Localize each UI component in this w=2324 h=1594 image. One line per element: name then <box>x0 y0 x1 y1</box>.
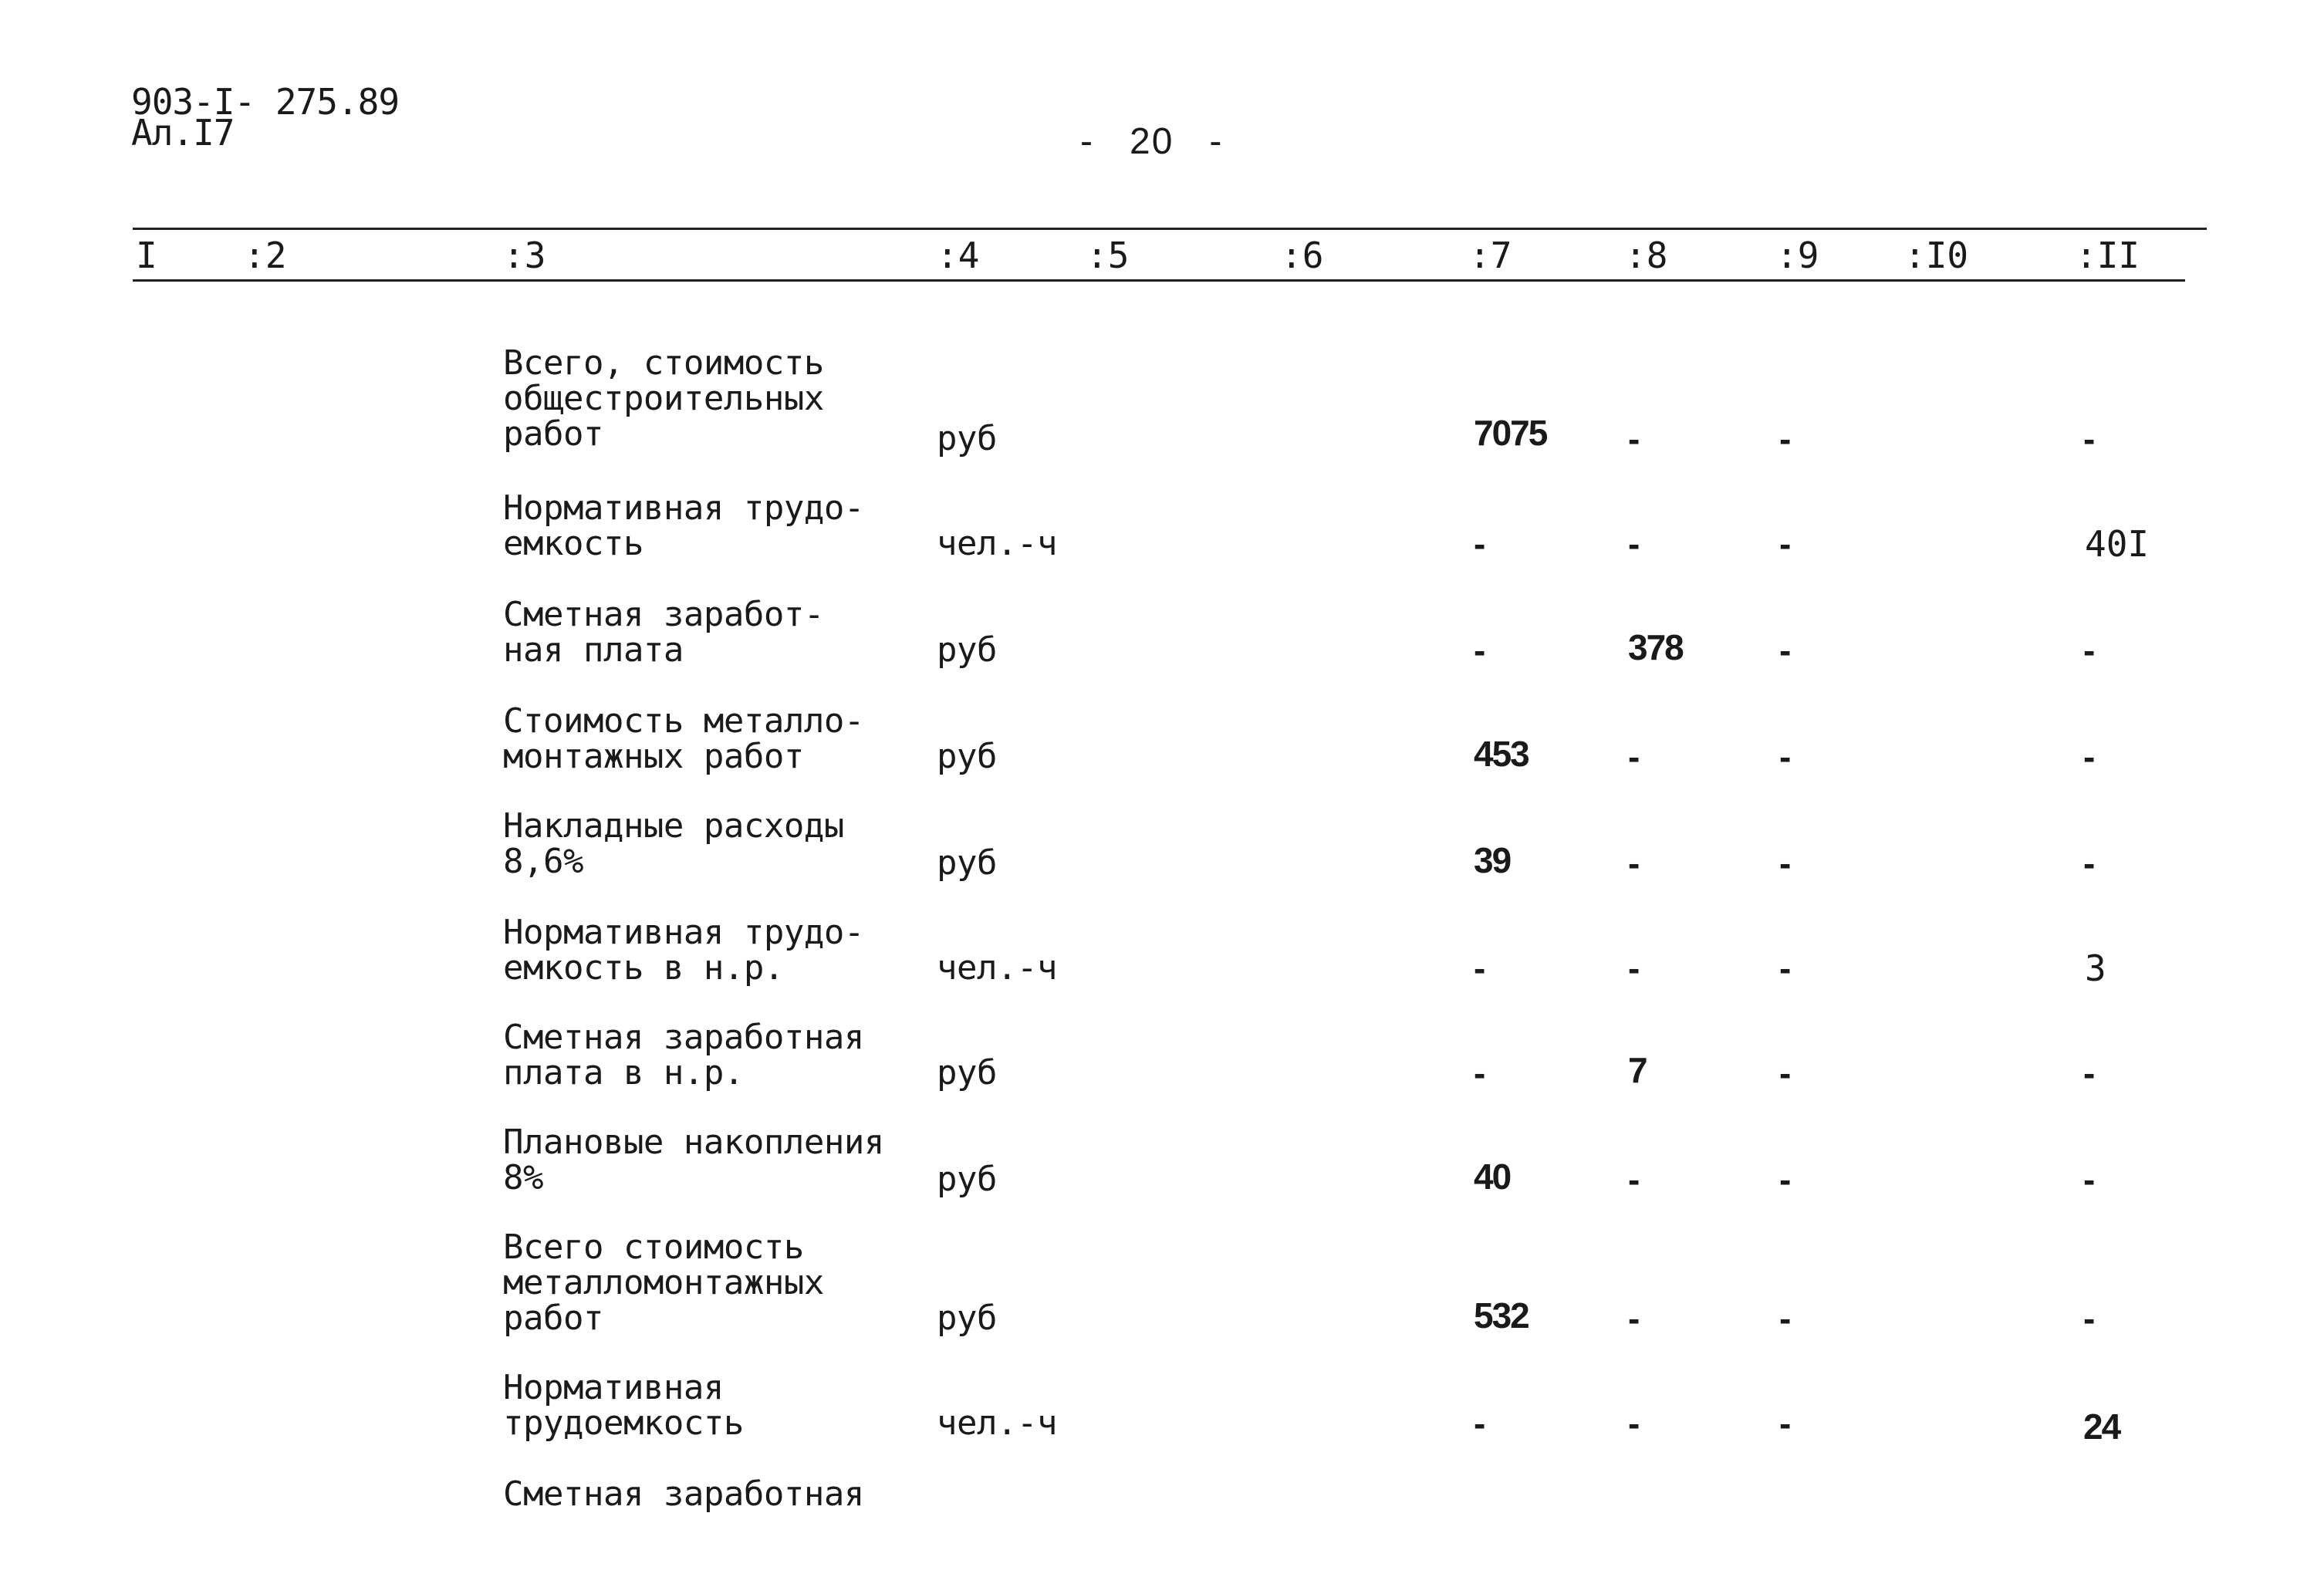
cell-col8: - <box>1628 843 1639 883</box>
cell-col7: - <box>1474 1053 1485 1093</box>
document-code-line2: Ал.I7 <box>131 112 235 154</box>
row-description: Плановые накопления 8% <box>503 1123 884 1197</box>
cell-col8: - <box>1628 1403 1639 1444</box>
row-description: Сметная заработная плата в н.р. <box>503 1018 864 1092</box>
page-number: - 20 - <box>1080 121 1224 162</box>
cell-col9: - <box>1779 1403 1790 1444</box>
row-unit: руб <box>937 1053 997 1092</box>
cell-col9: - <box>1779 1160 1790 1200</box>
row-unit: руб <box>937 843 997 883</box>
column-header-9: :9 <box>1776 235 1819 276</box>
cell-col7: - <box>1474 630 1485 670</box>
row-unit: чел.-ч <box>937 948 1057 988</box>
cell-col11: - <box>2083 419 2094 459</box>
cell-col7: - <box>1474 1403 1485 1444</box>
column-header-5: :5 <box>1086 235 1130 276</box>
row-unit: руб <box>937 1160 997 1199</box>
cell-col8: - <box>1628 1299 1639 1339</box>
column-header-11: :II <box>2076 235 2140 276</box>
row-description: Стоимость металло- монтажных работ <box>503 701 864 776</box>
cell-col9: - <box>1779 524 1790 564</box>
row-description: Нормативная трудо- емкость <box>503 488 864 563</box>
row-description: Всего, стоимость общестроительных работ <box>503 343 824 454</box>
row-description: Сметная заработ- ная плата <box>503 595 824 670</box>
cell-col8: - <box>1628 948 1639 988</box>
row-description: Накладные расходы 8,6% <box>503 806 844 881</box>
document-code-line1: 903-I- 275.89 <box>131 81 400 123</box>
cell-col8: - <box>1628 524 1639 564</box>
cell-col11: - <box>2083 843 2094 883</box>
cell-col8: - <box>1628 737 1639 777</box>
column-header-7: :7 <box>1469 235 1512 276</box>
cell-col7: 40 <box>1474 1157 1511 1197</box>
row-description: Всего стоимость металломонтажных работ <box>503 1228 824 1338</box>
cell-col9: - <box>1779 843 1790 883</box>
column-header-3: :3 <box>503 235 546 276</box>
cell-col7: 7075 <box>1474 413 1547 453</box>
row-unit: руб <box>937 1299 997 1338</box>
cell-col9: - <box>1779 948 1790 988</box>
cell-col9: - <box>1779 1053 1790 1093</box>
cell-col7: 39 <box>1474 840 1511 880</box>
cell-col8: 7 <box>1628 1050 1647 1090</box>
cell-col9: - <box>1779 1299 1790 1339</box>
cell-col11: 3 <box>2085 947 2106 989</box>
cell-col7: 453 <box>1474 734 1529 774</box>
column-header-2: :2 <box>244 235 287 276</box>
cell-col7: - <box>1474 524 1485 564</box>
column-header-4: :4 <box>937 235 980 276</box>
cell-col11: - <box>2083 630 2094 670</box>
cell-col11: - <box>2083 1160 2094 1200</box>
table-header-bottom-rule <box>133 279 2185 282</box>
cell-col7: - <box>1474 948 1485 988</box>
row-unit: руб <box>937 737 997 776</box>
cell-col11: - <box>2083 1053 2094 1093</box>
row-unit: руб <box>937 630 997 670</box>
document-code <box>131 81 400 154</box>
column-header-1: I <box>136 235 157 276</box>
cell-col11: - <box>2083 1299 2094 1339</box>
row-unit: руб <box>937 419 997 458</box>
cell-col11: 40I <box>2085 523 2150 565</box>
row-unit: чел.-ч <box>937 524 1057 563</box>
cell-col9: - <box>1779 630 1790 670</box>
cell-col11: 24 <box>2083 1407 2120 1447</box>
row-description: Нормативная трудо- емкость в н.р. <box>503 913 864 988</box>
row-description: Сметная заработная <box>503 1474 864 1514</box>
cell-col7: 532 <box>1474 1295 1529 1336</box>
cell-col9: - <box>1779 419 1790 459</box>
cell-col8: - <box>1628 419 1639 459</box>
cell-col11: - <box>2083 737 2094 777</box>
column-header-8: :8 <box>1625 235 1668 276</box>
column-header-10: :I0 <box>1904 235 1969 276</box>
column-header-6: :6 <box>1281 235 1324 276</box>
cell-col8: - <box>1628 1160 1639 1200</box>
table-top-rule <box>133 228 2207 230</box>
cell-col8: 378 <box>1628 627 1683 667</box>
row-description: Нормативная трудоемкость <box>503 1368 744 1443</box>
cell-col9: - <box>1779 737 1790 777</box>
row-unit: чел.-ч <box>937 1403 1057 1443</box>
